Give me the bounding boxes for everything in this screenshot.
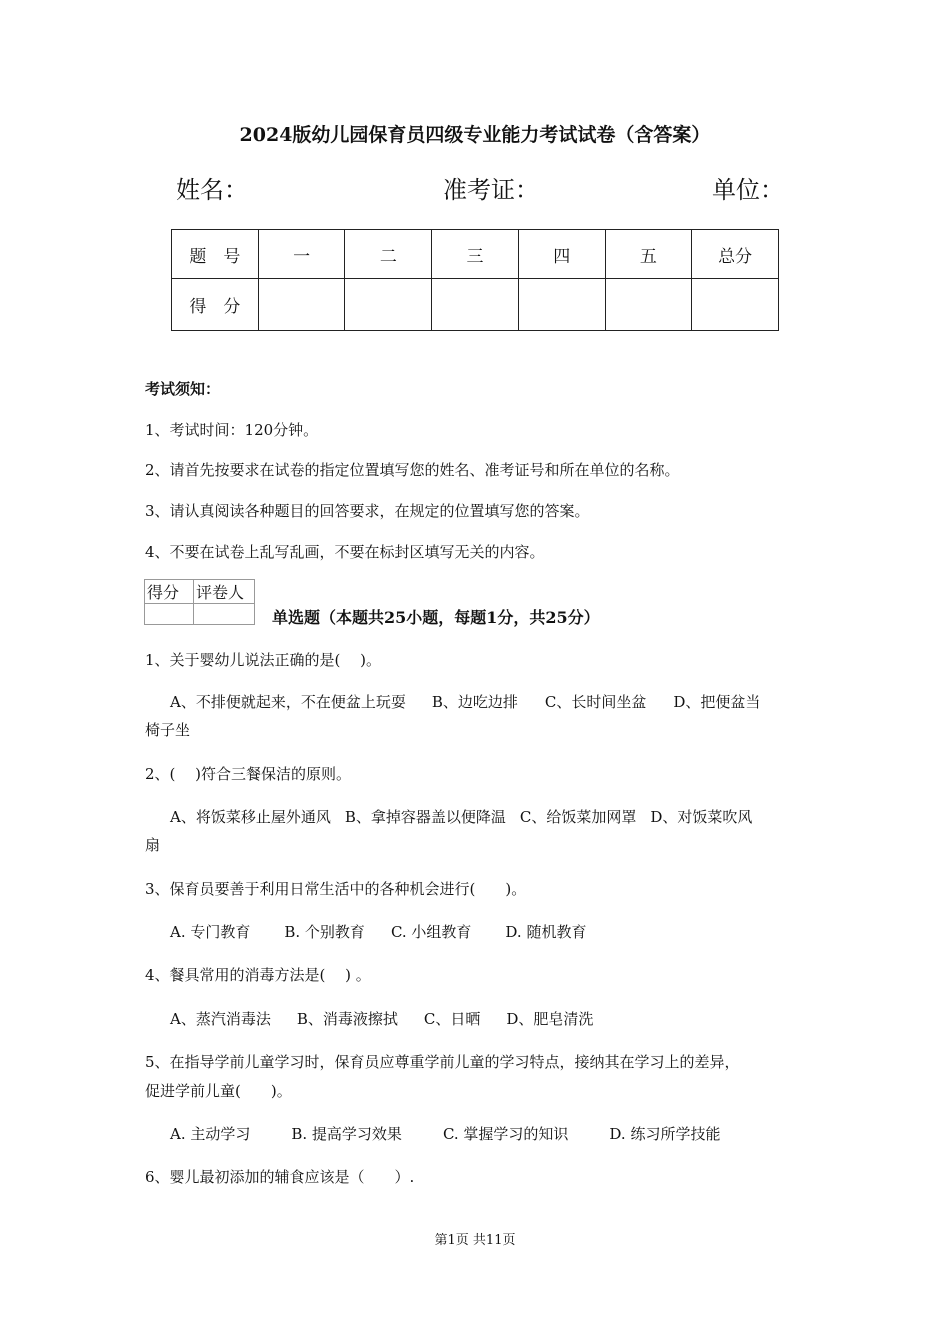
question-stem: 5、在指导学前儿童学习时，保育员应尊重学前儿童的学习特点，接纳其在学习上的差异， [145, 1053, 740, 1071]
question-options [170, 921, 586, 942]
exam-id-label: 准考证： [443, 176, 539, 204]
question-stem: 3、保育员要善于利用日常生活中的各种机会进行( )。 [145, 880, 527, 898]
score-table-header-row [172, 230, 779, 279]
score-header-cell: 四 [518, 230, 605, 279]
option[interactable]: A、不排便就起来，不在便盆上玩耍 [170, 693, 406, 711]
question-options [170, 806, 752, 827]
option[interactable]: D、肥皂清洗 [506, 1010, 594, 1028]
score-cell[interactable] [432, 279, 519, 331]
option[interactable]: D. 随机教育 [505, 923, 587, 941]
page-footer: 第1页 共11页 [434, 1233, 516, 1248]
option[interactable]: B. 个别教育 [284, 923, 365, 941]
option[interactable]: C、日晒 [423, 1010, 481, 1028]
question-options [170, 1008, 593, 1029]
question-stem: 6、婴儿最初添加的辅食应该是（ ）. [145, 1168, 415, 1186]
grader-score-cell[interactable] [145, 604, 194, 625]
score-header-cell: 一 [258, 230, 345, 279]
score-table-score-row [172, 279, 779, 331]
question-stem-continued: 促进学前儿童( )。 [145, 1082, 292, 1100]
section-title: 单选题（本题共25小题，每题1分，共25分） [272, 608, 600, 627]
notice-item: 2、请首先按要求在试卷的指定位置填写您的姓名、准考证号和所在单位的名称。 [145, 461, 680, 479]
option[interactable]: B、拿掉容器盖以便降温 [344, 808, 506, 826]
score-header-cell: 五 [605, 230, 692, 279]
question-options [170, 691, 760, 712]
question-stem: 4、餐具常用的消毒方法是( ) 。 [145, 966, 371, 984]
option[interactable]: B、消毒液擦拭 [296, 1010, 398, 1028]
option[interactable]: D、对饭菜吹风 [650, 808, 753, 826]
option[interactable]: A、将饭菜移止屋外通风 [170, 808, 331, 826]
score-header-cell: 题 号 [172, 230, 259, 279]
option[interactable]: A、蒸汽消毒法 [170, 1010, 271, 1028]
notice-heading: 考试须知： [145, 380, 221, 398]
question-stem: 1、关于婴幼儿说法正确的是( )。 [145, 651, 382, 669]
score-row-label: 得 分 [172, 279, 259, 331]
option[interactable]: D、把便盆当 [673, 693, 761, 711]
question-stem: 2、( )符合三餐保洁的原则。 [145, 765, 352, 783]
grader-table [144, 579, 255, 625]
notice-item: 4、不要在试卷上乱写乱画，不要在标封区填写无关的内容。 [145, 543, 545, 561]
score-cell[interactable] [692, 279, 779, 331]
option[interactable]: D. 练习所学技能 [609, 1125, 721, 1143]
option[interactable]: A. 主动学习 [170, 1125, 251, 1143]
option-wrap: 椅子坐 [145, 721, 191, 739]
page-title: 2024版幼儿园保育员四级专业能力考试试卷（含答案） [239, 124, 711, 146]
name-label: 姓名： [176, 176, 248, 204]
option-wrap: 扇 [145, 836, 161, 854]
grader-name-label: 评卷人 [194, 580, 255, 604]
grader-name-cell[interactable] [194, 604, 255, 625]
score-table [171, 229, 779, 331]
option[interactable]: C. 掌握学习的知识 [442, 1125, 569, 1143]
option[interactable]: C、给饭菜加网罩 [519, 808, 637, 826]
score-cell[interactable] [258, 279, 345, 331]
score-header-cell: 三 [432, 230, 519, 279]
option[interactable]: C、长时间坐盆 [544, 693, 647, 711]
score-cell[interactable] [605, 279, 692, 331]
notice-item: 1、考试时间：120分钟。 [145, 421, 319, 439]
notice-item: 3、请认真阅读各种题目的回答要求，在规定的位置填写您的答案。 [145, 502, 590, 520]
question-options [170, 1123, 720, 1144]
option[interactable]: C. 小组教育 [390, 923, 472, 941]
option[interactable]: A. 专门教育 [170, 923, 251, 941]
option[interactable]: B. 提高学习效果 [291, 1125, 402, 1143]
score-cell[interactable] [345, 279, 432, 331]
option[interactable]: B、边吃边排 [431, 693, 518, 711]
score-header-cell: 二 [345, 230, 432, 279]
score-header-cell: 总分 [692, 230, 779, 279]
unit-label: 单位： [712, 176, 784, 204]
score-cell[interactable] [518, 279, 605, 331]
grader-score-label: 得分 [145, 580, 194, 604]
